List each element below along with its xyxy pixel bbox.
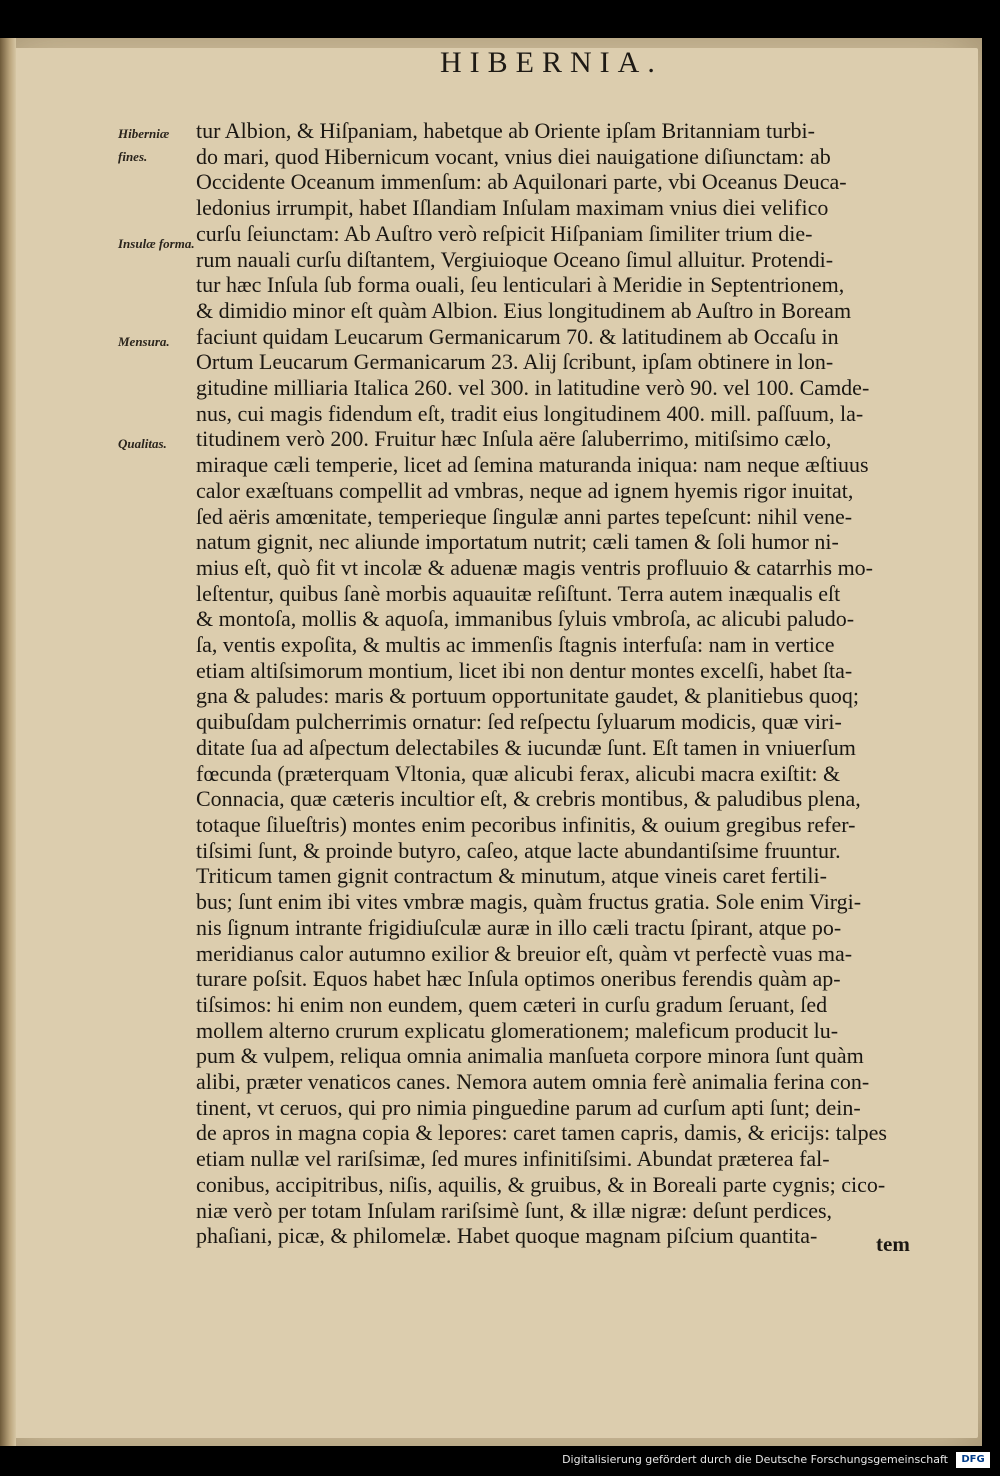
digitization-footer <box>0 1448 1000 1476</box>
text-line: & dimidio minor eſt quàm Albion. Eius longitudinem ab Auſtro in Boream <box>196 297 852 323</box>
text-line: Occidente Oceanum immenſum: ab Aquilonari parte, vbi Oceanus Deuca- <box>196 169 847 195</box>
text-line: totaque ſilueſtris) montes enim pecoribus infinitis, & ouium gregibus refer- <box>196 811 856 837</box>
text-line: ſed aëris amœnitate, temperieque ſingulæ anni partes tepeſcunt: nihil vene- <box>196 503 853 529</box>
text-line: etiam nullæ vel rariſsimæ, ſed mures infinitiſsimi. Abundat præterea fal- <box>196 1146 830 1172</box>
text-line: gna & paludes: maris & portuum opportunitate gaudet, & planitiebus quoq; <box>196 683 859 709</box>
text-line: Ortum Leucarum Germanicarum 23. Alij ſcribunt, ipſam obtinere in lon- <box>196 349 834 375</box>
page-gutter <box>0 38 16 1446</box>
text-line: gitudine milliaria Italica 260. vel 300. in latitudine verò 90. vel 100. Camde- <box>196 375 870 401</box>
text-line: tinent, vt ceruos, qui pro nimia pinguedine parum ad curſum apti ſunt; dein- <box>196 1094 861 1120</box>
body-text <box>196 118 956 1249</box>
text-line: & montoſa, mollis & aquoſa, immanibus ſyluis vmbroſa, ac alicubi paludo- <box>196 606 855 632</box>
running-title: HIBERNIA. <box>440 46 663 79</box>
text-line: nus, cui magis fidendum eſt, tradit eius longitudinem 400. mill. paſſuum, la- <box>196 400 864 426</box>
text-line: ledonius irrumpit, habet Iſlandiam Inſulam maximam vnius diei velifico <box>196 195 829 221</box>
text-line: calor exæſtuans compellit ad vmbras, neque ad ignem hyemis rigor inuitat, <box>196 477 854 503</box>
text-line: tur Albion, & Hiſpaniam, habetque ab Oriente ipſam Britanniam turbi- <box>196 118 815 143</box>
text-line: phaſiani, picæ, & philomelæ. Habet quoque magnam piſcium quantita- <box>196 1223 818 1249</box>
text-line: mollem alterno crurum explicatu glomerationem; maleficum producit lu- <box>196 1017 839 1043</box>
text-line: natum gignit, nec aliunde importatum nutrit; cæli tamen & ſoli humor ni- <box>196 529 839 555</box>
text-line: bus; ſunt enim ibi vites vmbræ magis, quàm fructus gratia. Sole enim Virgi- <box>196 889 862 915</box>
text-line: niæ verò per totam Inſulam rariſsimè ſunt, & illæ nigræ: deſunt perdices, <box>196 1197 833 1223</box>
text-line: mius eſt, quò fit vt incolæ & aduenæ magis ventris profluuio & catarrhis mo- <box>196 554 874 580</box>
marginal-note-forma: Insulæ forma. <box>118 236 195 251</box>
text-line: Triticum tamen gignit contractum & minutum, atque vineis caret fertili- <box>196 863 827 889</box>
text-line: tiſsimi ſunt, & proinde butyro, caſeo, atque lacte abundantiſsime fruuntur. <box>196 837 841 863</box>
text-line: faciunt quidam Leucarum Germanicarum 70. & latitudinem ab Occaſu in <box>196 323 839 349</box>
text-line: tiſsimos: hi enim non eundem, quem cæteri in curſu gradum ſeruant, ſed <box>196 991 828 1017</box>
text-line: fœcunda (præterquam Vltonia, quæ alicubi ferax, alicubi macra exiſtit: & <box>196 760 841 786</box>
text-line: Connacia, quæ cæteris incultior eſt, & crebris montibus, & paludibus plena, <box>196 786 861 812</box>
text-line: conibus, accipitribus, niſis, aquilis, & gruibus, & in Boreali parte cygnis; cico- <box>196 1171 886 1197</box>
text-line: alibi, præter venaticos canes. Nemora autem omnia ferè animalia ferina con- <box>196 1069 870 1095</box>
text-line: pum & vulpem, reliqua omnia animalia manſueta corpore minora ſunt quàm <box>196 1043 864 1069</box>
text-line: de apros in magna copia & lepores: caret tamen capris, damis, & ericijs: talpes <box>196 1120 887 1146</box>
text-line: titudinem verò 200. Fruitur hæc Inſula aëre ſaluberrimo, mitiſsimo cælo, <box>196 426 832 452</box>
marginal-note-fines: Hiberniæ fines. <box>118 126 170 164</box>
text-line: ditate ſua ad aſpectum delectabiles & iucundæ ſunt. Eſt tamen in vniuerſum <box>196 734 856 760</box>
text-line: quibuſdam pulcherrimis ornatur: ſed reſpectu ſyluarum modicis, quæ viri- <box>196 709 842 735</box>
text-line: miraque cæli temperie, licet ad ſemina maturanda iniqua: nam neque æſtiuus <box>196 452 869 478</box>
text-line: ſa, ventis expoſita, & multis ac immenſis ſtagnis interfuſa: nam in vertice <box>196 632 835 658</box>
text-line: nis ſignum intrante frigidiuſculæ auræ in illo cæli tractu ſpirant, atque po- <box>196 914 842 940</box>
text-line: curſu ſeiunctam: Ab Auſtro verò reſpicit Hiſpaniam ſimiliter trium die- <box>196 220 813 246</box>
catchword: tem <box>876 1232 910 1256</box>
text-line: leſtentur, quibus ſanè morbis aquauitæ reſiſtunt. Terra autem inæqualis eſt <box>196 580 841 606</box>
dfg-logo: DFG <box>956 1452 990 1468</box>
text-line: tur hæc Inſula ſub forma ouali, ſeu lenticulari à Meridie in Septentrionem, <box>196 272 845 298</box>
text-line: meridianus calor autumno exilior & breuior eſt, quàm vt perfectè vuas ma- <box>196 940 853 966</box>
funding-credit: Digitalisierung gefördert durch die Deutsche Forschungsgemeinschaft <box>562 1453 948 1466</box>
marginal-note-mensura: Mensura. <box>118 334 170 349</box>
text-line: turare poſsit. Equos habet hæc Inſula optimos oneribus ferendis quàm ap- <box>196 966 841 992</box>
text-line: etiam altiſsimorum montium, licet ibi non dentur montes excelſi, habet ſta- <box>196 657 853 683</box>
marginal-note-qualitas: Qualitas. <box>118 436 167 451</box>
text-line: rum nauali curſu diſtantem, Vergiuioque Oceano ſimul alluitur. Protendi- <box>196 246 834 272</box>
text-line: do mari, quod Hibernicum vocant, vnius diei nauigatione diſiunctam: ab <box>196 143 831 169</box>
